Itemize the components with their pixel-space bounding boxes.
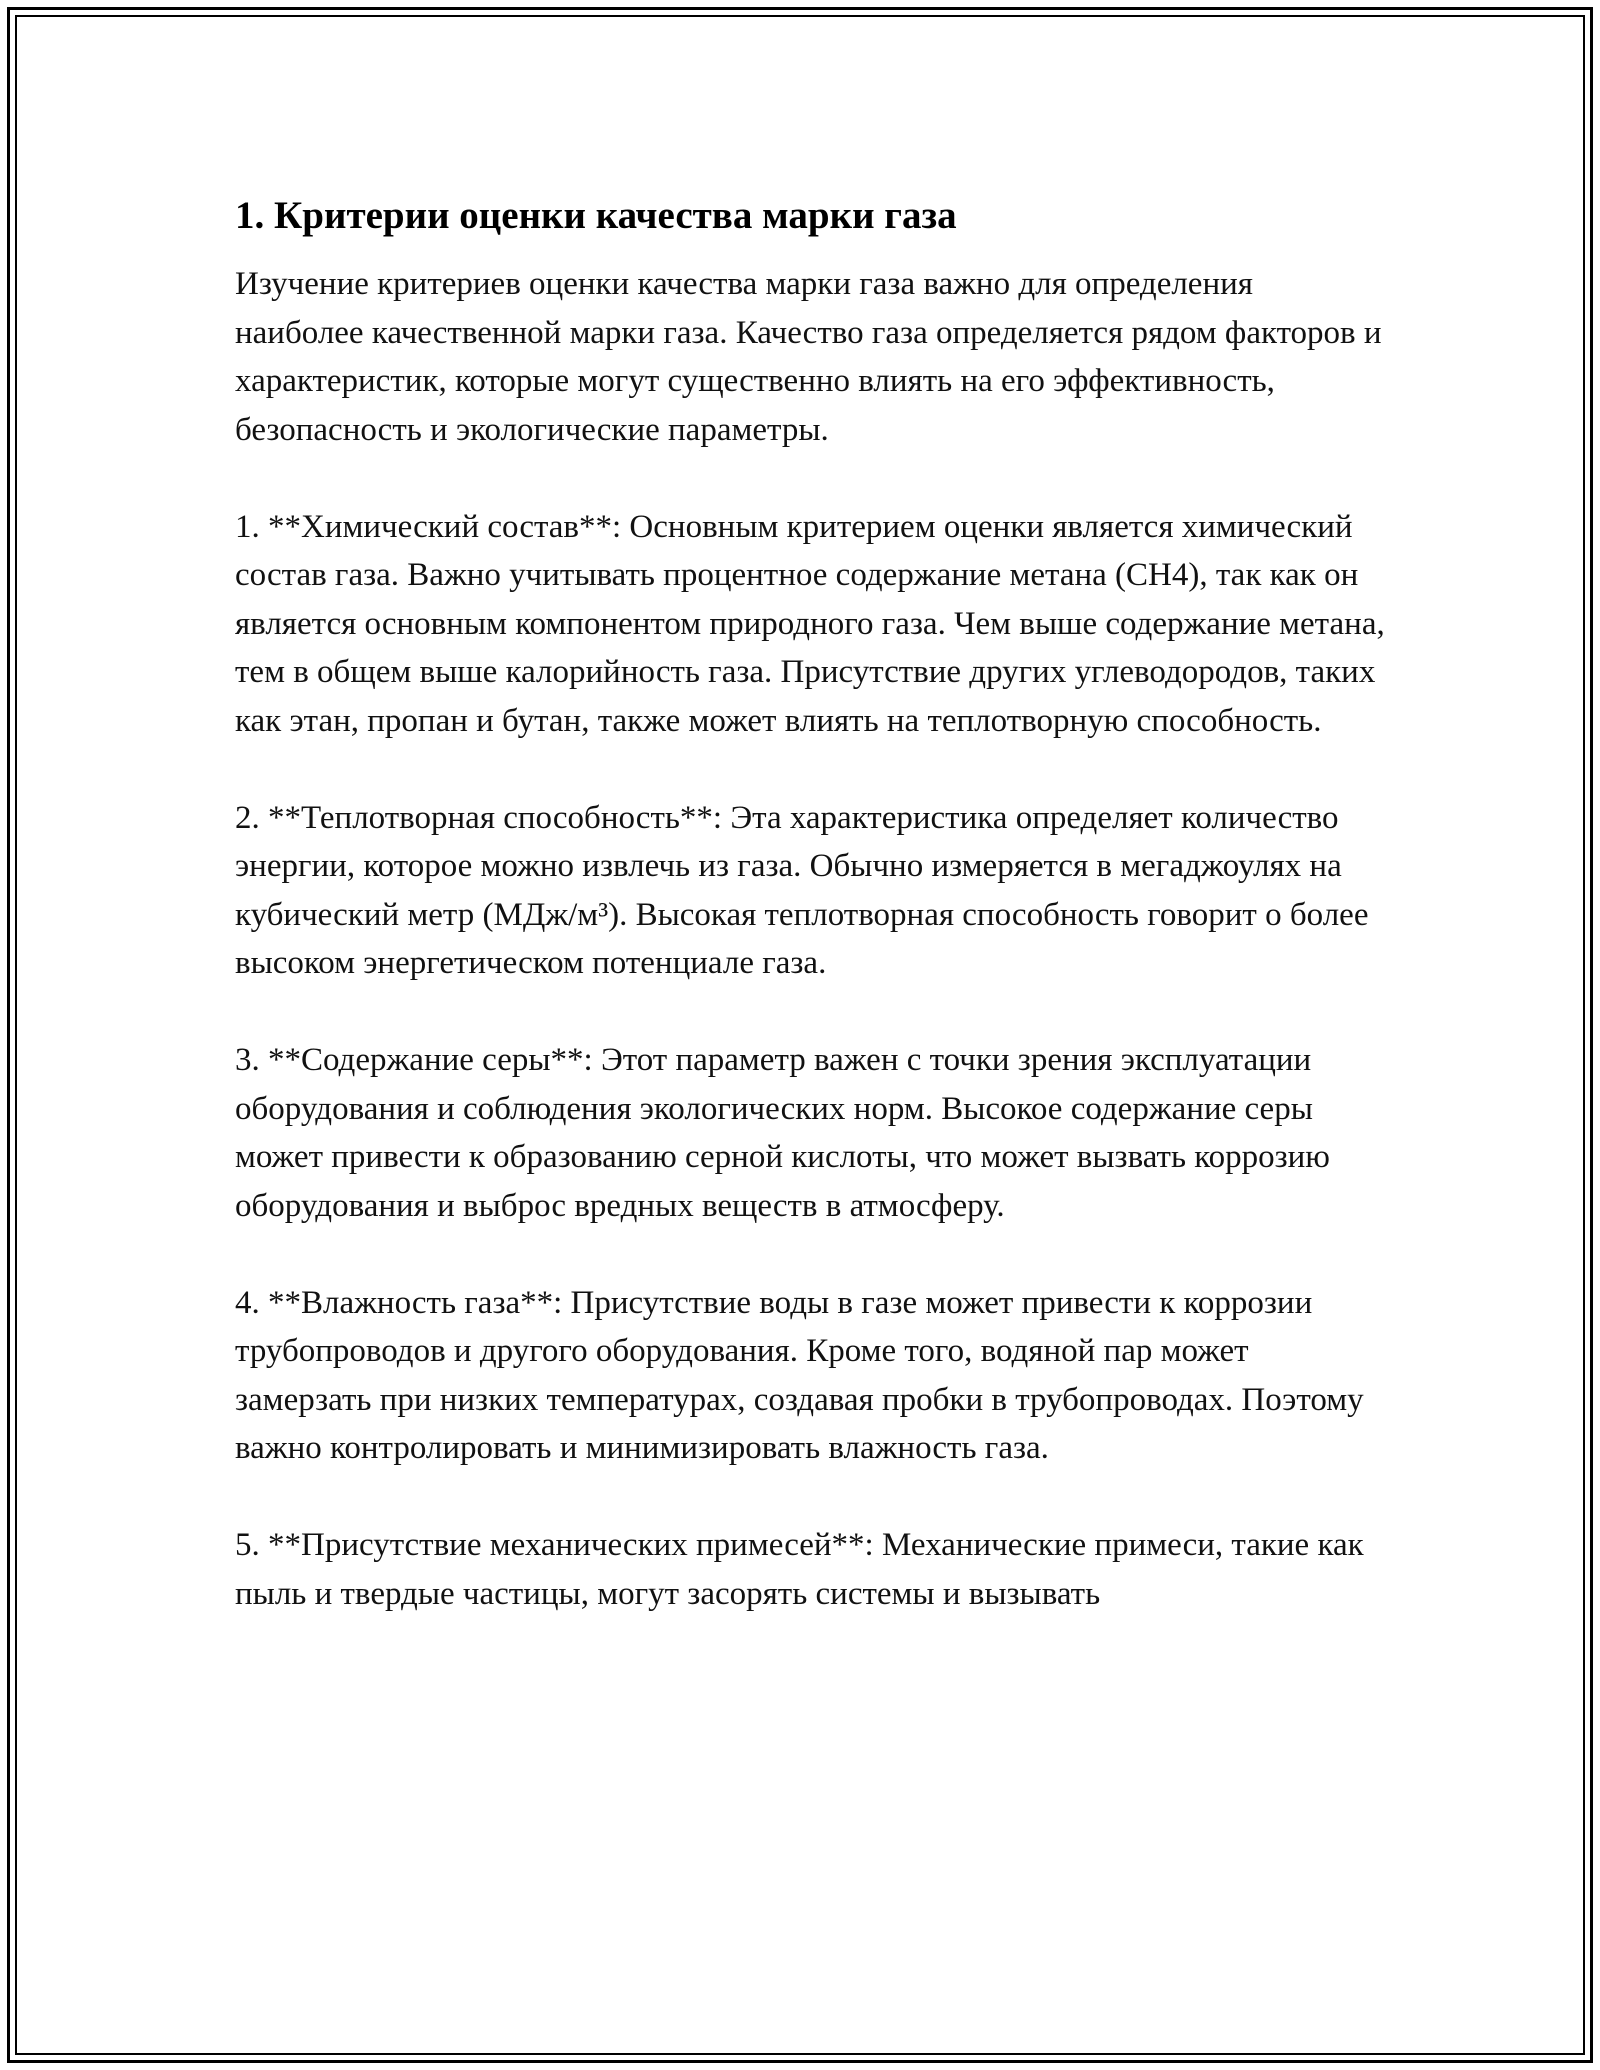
criterion-sulfur-content: 3. **Содержание серы**: Этот параметр важен с точки зрения эксплуатации оборудования и соблюдения экологических норм. Высокое содержание серы может привести к образованию серной кислоты, что может вызвать коррозию оборудования и выброс вредных веществ в атмосферу. bbox=[235, 1042, 1330, 1224]
intro-paragraph: Изучение критериев оценки качества марки газа важно для определения наиболее качественной марки газа. Качество газа определяется рядом факторов и характеристик, которые могут существенно влиять на его эффективность, безопасность и экологические параметры. bbox=[235, 266, 1382, 448]
document-body bbox=[235, 188, 1385, 1618]
criterion-gas-humidity: 4. **Влажность газа**: Присутствие воды в газе может привести к коррозии трубопроводов и другого оборудования. Кроме того, водяной пар может замерзать при низких температурах, создавая пробки в трубопроводах. Поэтому важно контролировать и минимизировать влажность газа. bbox=[235, 1284, 1364, 1466]
section-heading: 1. Критерии оценки качества марки газа bbox=[235, 194, 957, 237]
criterion-mechanical-impurities: 5. **Присутствие механических примесей**: Механические примеси, такие как пыль и твердые частицы, могут засорять системы и вызывать bbox=[235, 1527, 1364, 1612]
criterion-chemical-composition: 1. **Химический состав**: Основным критерием оценки является химический состав газа. Важно учитывать процентное содержание метана (CH4), так как он является основным компонентом природного газа. Чем выше содержание метана, тем в общем выше калорийность газа. Присутствие других углеводородов, таких как этан, пропан и бутан, также может влиять на теплотворную способность. bbox=[235, 508, 1385, 739]
criterion-calorific-value: 2. **Теплотворная способность**: Эта характеристика определяет количество энергии, которое можно извлечь из газа. Обычно измеряется в мегаджоулях на кубический метр (МДж/м³). Высокая теплотворная способность говорит о более высоком энергетическом потенциале газа. bbox=[235, 799, 1369, 981]
